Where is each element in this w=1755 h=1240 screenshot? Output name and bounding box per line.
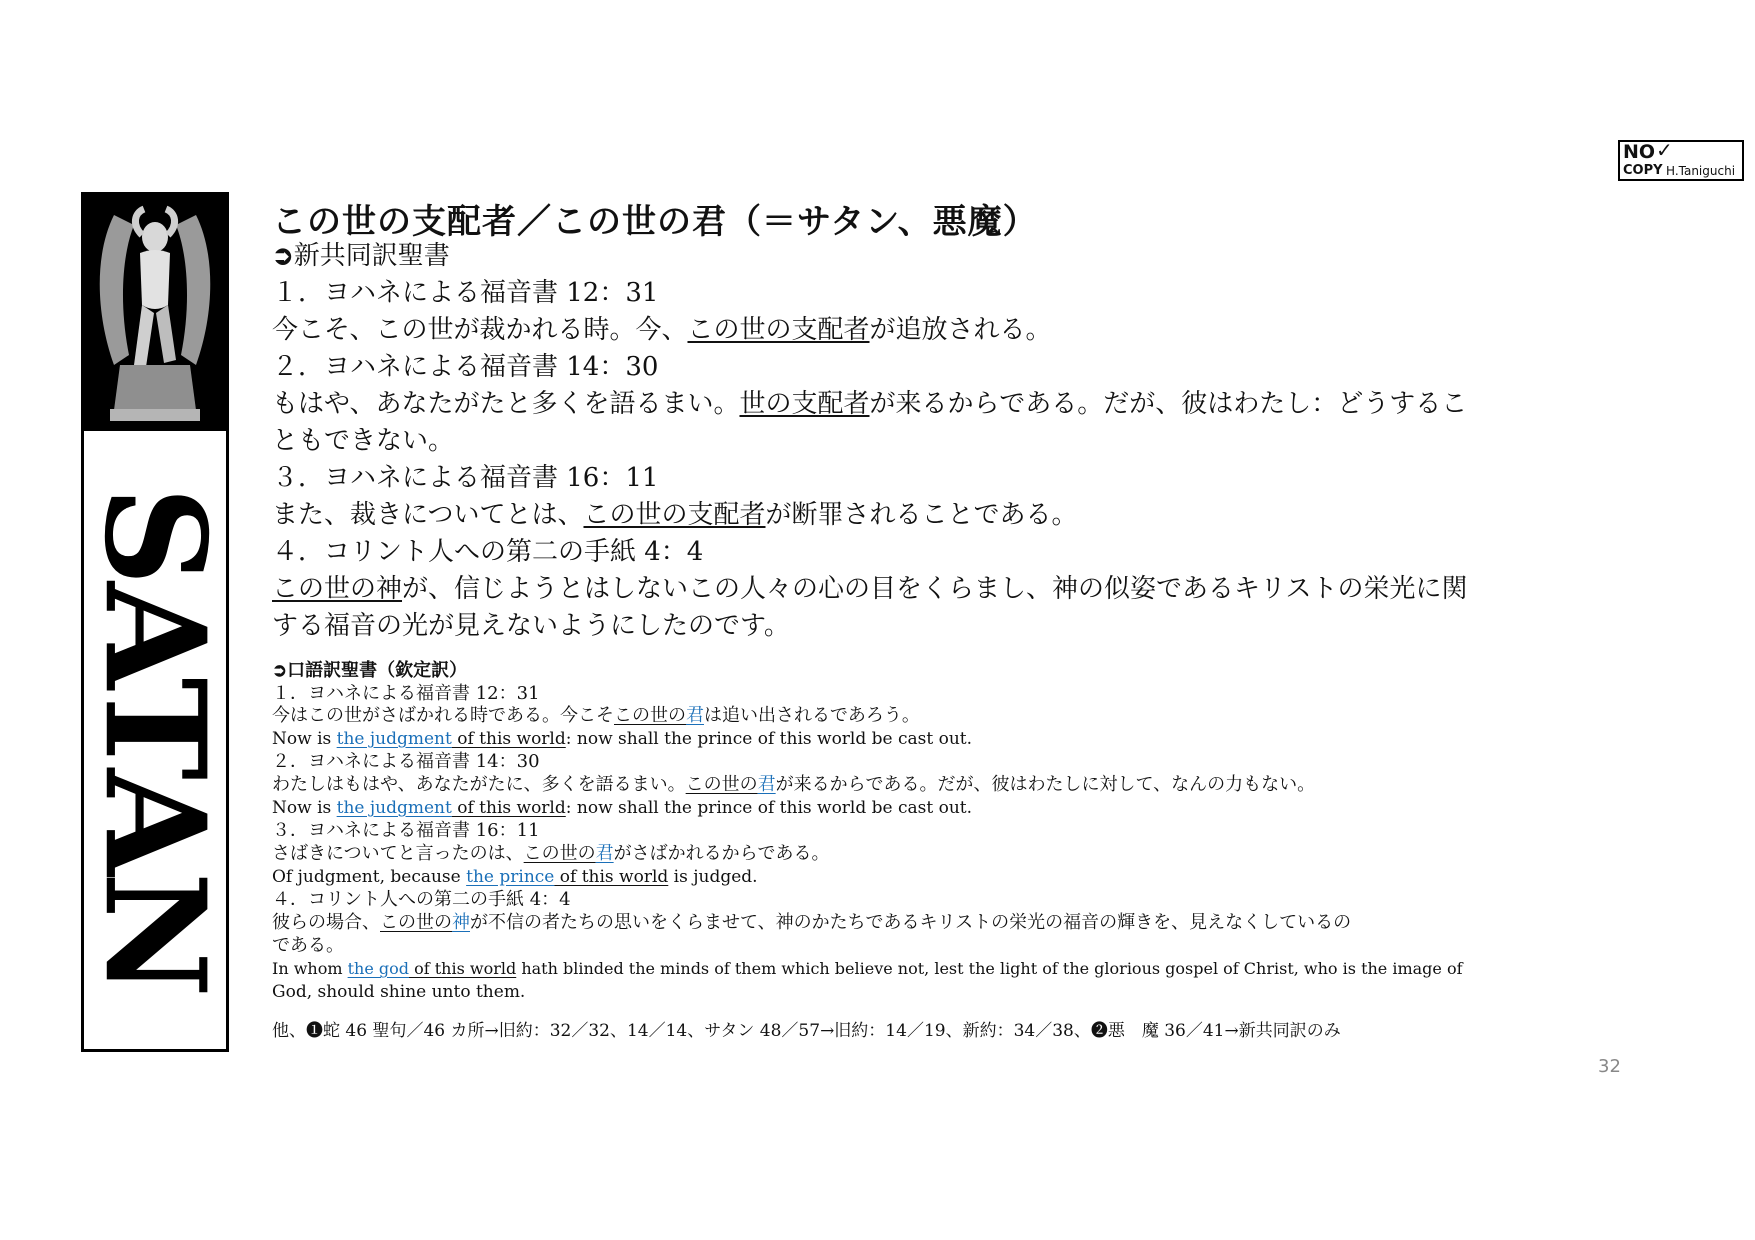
s1-verse-3: また、裁きについてとは、この世の支配者が断罪されることである。 — [272, 500, 1078, 530]
satan-sidebar — [74, 192, 238, 1052]
s1-ref-1: １．ヨハネによる福音書 12：31 — [272, 278, 659, 308]
s2-en-3: Of judgment, because the prince of this world is judged. — [272, 867, 758, 887]
page-number: 32 — [1598, 1056, 1621, 1077]
s2-en-4: In whom the god of this world hath blinded the minds of them which believe not, lest the light of the glorious gospel of Christ, who is the image of — [272, 959, 1463, 978]
no-copy-logo — [1618, 140, 1744, 181]
s1-ref-3: ３．ヨハネによる福音書 16：11 — [272, 463, 659, 493]
section2-heading: ➲口語訳聖書（欽定訳） — [272, 660, 468, 681]
s2-ref-1: １．ヨハネによる福音書 12：31 — [272, 683, 540, 704]
satan-vertical-label — [74, 431, 238, 1049]
s1-verse-4-cont: する福音の光が見えないようにしたのです。 — [272, 611, 790, 641]
s1-verse-1: 今こそ、この世が裁かれる時。今、この世の支配者が追放される。 — [272, 315, 1052, 345]
s2-en-2: Now is the judgment of this world: now shall the prince of this world be cast out. — [272, 798, 973, 818]
arrow-icon: ➲ — [272, 241, 294, 271]
s1-ref-4: ４．コリント人への第二の手紙 4：4 — [272, 537, 704, 567]
s2-ref-4: ４．コリント人への第二の手紙 4：4 — [272, 889, 571, 910]
s2-ja-1: 今はこの世がさばかれる時である。今こそこの世の君は追い出されるであろう。 — [272, 705, 920, 726]
statue-image — [84, 195, 226, 431]
s2-ja-4-cont: である。 — [272, 935, 344, 956]
satan-word: SATAN — [74, 486, 238, 994]
logo-copy: COPY — [1623, 163, 1663, 178]
s2-ref-3: ３．ヨハネによる福音書 16：11 — [272, 820, 540, 841]
arrow-icon: ➲ — [272, 660, 288, 681]
s2-ja-3: さばきについてと言ったのは、この世の君がさばかれるからである。 — [272, 843, 830, 864]
footer-note: 他、❶蛇 46 聖句／46 カ所→旧約：32／32、14／14、サタン 48／57→旧約：14／19、新約：34／38、❷悪 魔 36／41→新共同訳のみ — [272, 1021, 1341, 1041]
s2-ja-2: わたしはもはや、あなたがたに、多くを語るまい。この世の君が来るからである。だが、彼はわたしに対して、なんの力もない。 — [272, 774, 1316, 795]
s1-ref-2: ２．ヨハネによる福音書 14：30 — [272, 352, 659, 382]
s1-verse-2: もはや、あなたがたと多くを語るまい。世の支配者が来るからである。だが、彼はわたし：どうするこ — [272, 389, 1468, 419]
section1-heading: ➲新共同訳聖書 — [272, 241, 450, 271]
s1-verse-4: この世の神が、信じようとはしないこの人々の心の目をくらまし、神の似姿であるキリストの栄光に関 — [272, 574, 1468, 604]
s2-en-1: Now is the judgment of this world: now shall the prince of this world be cast out. — [272, 729, 973, 749]
check-icon: ✓ — [1656, 138, 1673, 162]
logo-no: NO — [1623, 141, 1656, 163]
s2-ja-4: 彼らの場合、この世の神が不信の者たちの思いをくらませて、神のかたちであるキリストの栄光の福音の輝きを、見えなくしているの — [272, 912, 1352, 933]
page-title: この世の支配者／この世の君（＝サタン、悪魔） — [272, 202, 1038, 242]
s1-verse-2-cont: ともできない。 — [272, 426, 455, 456]
s2-ref-2: ２．ヨハネによる福音書 14：30 — [272, 751, 540, 772]
s2-en-4-cont: God, should shine unto them. — [272, 982, 526, 1002]
logo-author: H.Taniguchi — [1666, 164, 1736, 178]
